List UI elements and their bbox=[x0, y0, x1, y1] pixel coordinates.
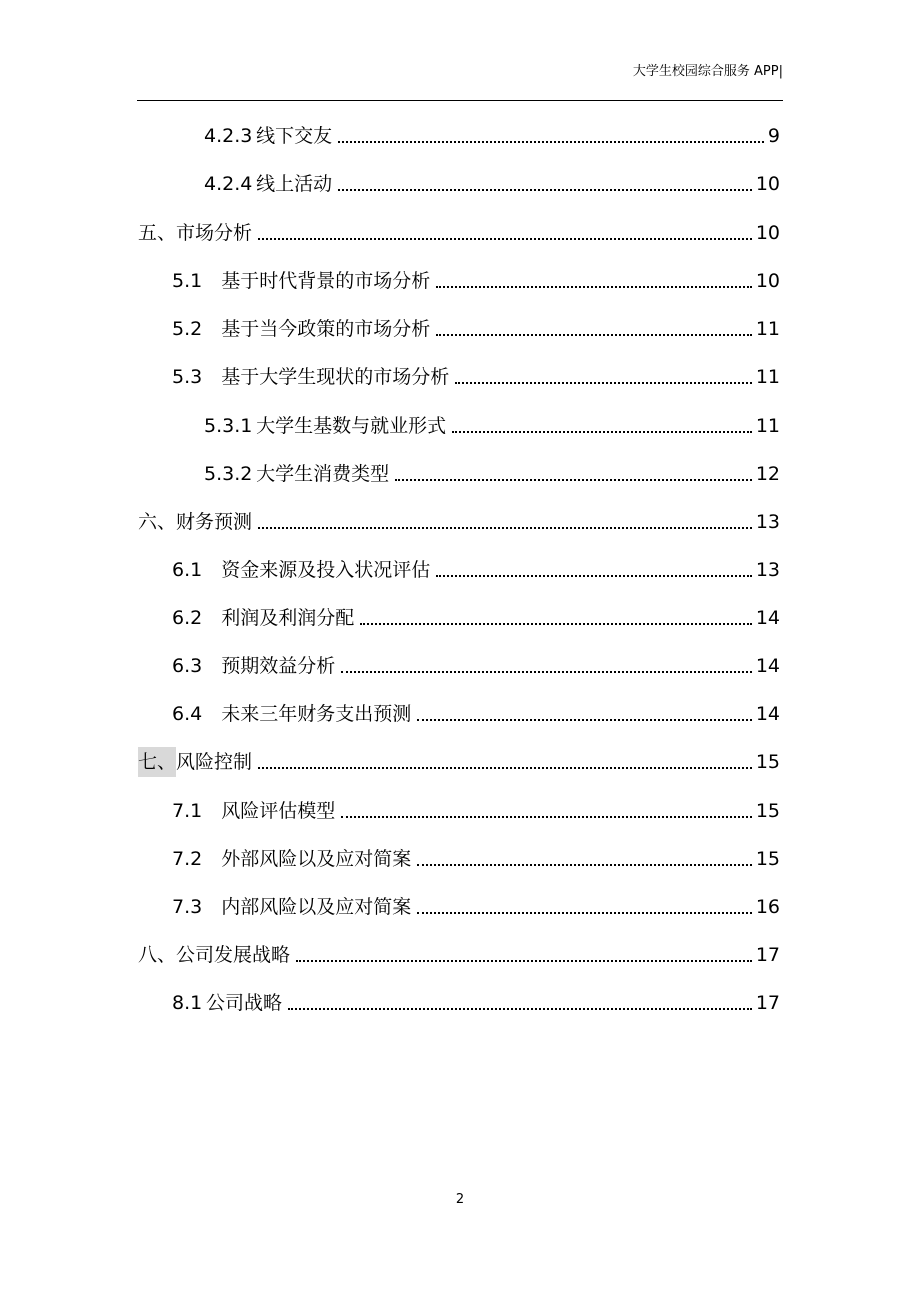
toc-entry-number: 8.1 bbox=[172, 992, 203, 1014]
toc-entry[interactable] bbox=[138, 218, 780, 248]
toc-entry-page: 17 bbox=[755, 944, 780, 966]
toc-entry-title: 财务预测 bbox=[176, 511, 253, 533]
toc-dot-leader bbox=[341, 671, 752, 673]
toc-dot-leader bbox=[395, 479, 752, 481]
toc-dot-leader bbox=[436, 575, 752, 577]
toc-entry[interactable] bbox=[172, 266, 780, 296]
toc-entry-title: 公司发展战略 bbox=[176, 944, 291, 966]
toc-entry-number: 五、 bbox=[138, 222, 177, 244]
toc-entry-title: 市场分析 bbox=[176, 222, 253, 244]
toc-entry-number: 6.3 bbox=[172, 655, 203, 677]
toc-entry-number: 5.3.2 bbox=[204, 463, 253, 485]
toc-entry-number: 6.2 bbox=[172, 607, 203, 629]
toc-entry[interactable] bbox=[172, 362, 780, 392]
toc-dot-leader bbox=[417, 864, 752, 866]
toc-entry-number: 5.3 bbox=[172, 366, 203, 388]
toc-entry-title: 风险评估模型 bbox=[221, 800, 336, 822]
toc-dot-leader bbox=[296, 960, 752, 962]
toc-entry-number: 7.2 bbox=[172, 848, 203, 870]
toc-entry[interactable] bbox=[204, 121, 780, 151]
toc-entry-title: 大学生基数与就业形式 bbox=[256, 415, 447, 437]
toc-entry-number: 5.3.1 bbox=[204, 415, 253, 437]
toc-entry-number: 7.3 bbox=[172, 896, 203, 918]
toc-entry-page: 12 bbox=[755, 463, 780, 485]
toc-dot-leader bbox=[436, 286, 752, 288]
toc-entry-page: 10 bbox=[755, 270, 780, 292]
toc-dot-leader bbox=[452, 431, 752, 433]
toc-entry-number: 4.2.3 bbox=[204, 125, 253, 147]
toc-entry-title: 线下交友 bbox=[256, 125, 333, 147]
toc-entry[interactable] bbox=[172, 844, 780, 874]
toc-entry-page: 10 bbox=[755, 173, 780, 195]
toc-entry[interactable] bbox=[138, 747, 780, 777]
toc-entry[interactable] bbox=[172, 699, 780, 729]
toc-entry-title: 未来三年财务支出预测 bbox=[221, 703, 412, 725]
toc-dot-leader bbox=[258, 767, 752, 769]
toc-dot-leader bbox=[288, 1008, 752, 1010]
toc-entry[interactable] bbox=[204, 411, 780, 441]
toc-entry[interactable] bbox=[138, 940, 780, 970]
toc-entry-page: 15 bbox=[755, 848, 780, 870]
header-title: 大学生校园综合服务 APP bbox=[632, 64, 779, 79]
toc-entry-page: 16 bbox=[755, 896, 780, 918]
toc-entry-page: 9 bbox=[767, 125, 780, 147]
toc-entry-title: 外部风险以及应对简案 bbox=[221, 848, 412, 870]
toc-entry[interactable] bbox=[172, 892, 780, 922]
toc-entry[interactable] bbox=[204, 459, 780, 489]
toc-entry-number: 5.1 bbox=[172, 270, 203, 292]
toc-entry-page: 13 bbox=[755, 559, 780, 581]
toc-entry-number: 7.1 bbox=[172, 800, 203, 822]
toc-dot-leader bbox=[436, 334, 752, 336]
toc-entry-page: 13 bbox=[755, 511, 780, 533]
toc-entry-page: 14 bbox=[755, 703, 780, 725]
toc-entry-number: 5.2 bbox=[172, 318, 203, 340]
toc-entry-title: 大学生消费类型 bbox=[256, 463, 390, 485]
toc-entry-page: 15 bbox=[755, 800, 780, 822]
toc-entry-page: 11 bbox=[755, 318, 780, 340]
toc-dot-leader bbox=[338, 189, 752, 191]
toc-entry[interactable] bbox=[172, 314, 780, 344]
toc-dot-leader bbox=[258, 238, 752, 240]
toc-dot-leader bbox=[455, 382, 752, 384]
toc-entry[interactable] bbox=[172, 988, 780, 1018]
toc-entry-title: 内部风险以及应对简案 bbox=[221, 896, 412, 918]
toc-entry-number: 6.1 bbox=[172, 559, 203, 581]
toc-entry-page: 10 bbox=[755, 222, 780, 244]
toc-entry-title: 线上活动 bbox=[256, 173, 333, 195]
running-header bbox=[137, 62, 783, 82]
toc-entry-title: 预期效益分析 bbox=[221, 655, 336, 677]
toc-dot-leader bbox=[417, 719, 752, 721]
toc-entry[interactable] bbox=[172, 555, 780, 585]
header-rule bbox=[137, 100, 783, 101]
toc-entry[interactable] bbox=[172, 796, 780, 826]
toc-entry[interactable] bbox=[172, 603, 780, 633]
toc-dot-leader bbox=[341, 816, 752, 818]
toc-dot-leader bbox=[360, 623, 752, 625]
toc-entry[interactable] bbox=[138, 507, 780, 537]
toc-entry-title: 风险控制 bbox=[176, 751, 253, 773]
toc-entry-number: 4.2.4 bbox=[204, 173, 253, 195]
toc-entry-number: 八、 bbox=[138, 944, 177, 966]
toc-entry-page: 14 bbox=[755, 655, 780, 677]
toc-entry-page: 11 bbox=[755, 366, 780, 388]
toc-entry-title: 利润及利润分配 bbox=[221, 607, 355, 629]
page-number: 2 bbox=[455, 1192, 465, 1207]
toc-entry-page: 14 bbox=[755, 607, 780, 629]
toc-entry-page: 17 bbox=[755, 992, 780, 1014]
toc-entry[interactable] bbox=[172, 651, 780, 681]
toc-entry-title: 基于当今政策的市场分析 bbox=[221, 318, 431, 340]
toc-entry-title: 基于大学生现状的市场分析 bbox=[221, 366, 450, 388]
toc-entry[interactable] bbox=[204, 169, 780, 199]
toc-entry-page: 15 bbox=[755, 751, 780, 773]
text-cursor: | bbox=[778, 64, 783, 79]
toc-dot-leader bbox=[338, 141, 764, 143]
toc-entry-title: 公司战略 bbox=[206, 992, 283, 1014]
toc-entry-number: 6.4 bbox=[172, 703, 203, 725]
toc-dot-leader bbox=[417, 912, 752, 914]
toc-entry-number-highlighted: 七、 bbox=[138, 747, 176, 777]
toc-dot-leader bbox=[258, 527, 752, 529]
toc-entry-title: 基于时代背景的市场分析 bbox=[221, 270, 431, 292]
toc-entry-number: 六、 bbox=[138, 511, 177, 533]
toc-entry-title: 资金来源及投入状况评估 bbox=[221, 559, 431, 581]
toc-entry-page: 11 bbox=[755, 415, 780, 437]
